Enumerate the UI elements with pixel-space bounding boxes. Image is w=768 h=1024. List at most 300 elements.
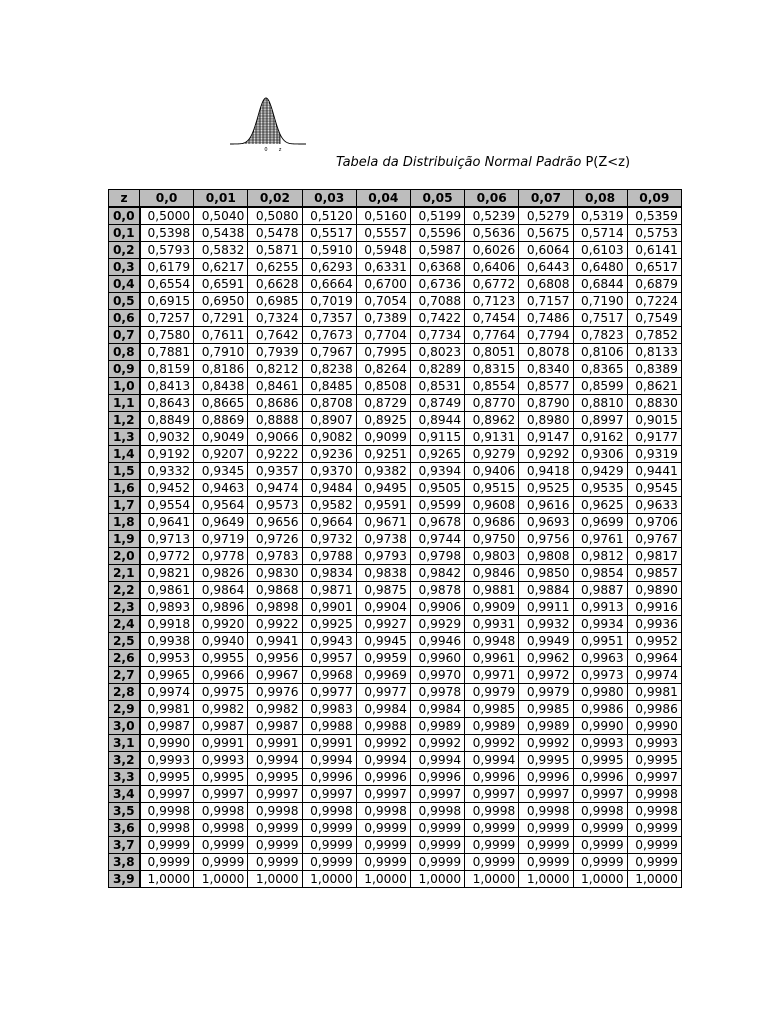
table-cell: 0,7422 [410,310,464,327]
table-cell: 0,9984 [356,701,410,718]
table-row [109,854,682,871]
table-cell: 0,9370 [302,463,356,480]
table-cell: 0,8665 [194,395,248,412]
table-cell: 0,9082 [302,429,356,446]
table-cell: 0,9946 [410,633,464,650]
table-cell: 0,7357 [302,310,356,327]
row-z-label: 1,0 [109,378,140,395]
tick-label-zero: 0 [264,147,268,153]
table-cell: 0,7257 [140,310,194,327]
row-z-label: 1,5 [109,463,140,480]
table-cell: 0,9788 [302,548,356,565]
row-z-label: 0,7 [109,327,140,344]
table-cell: 0,9998 [519,803,573,820]
table-cell: 0,9857 [627,565,681,582]
table-cell: 0,9997 [573,786,627,803]
table-cell: 0,5557 [356,225,410,242]
table-cell: 0,9798 [410,548,464,565]
table-cell: 0,8997 [573,412,627,429]
table-cell: 0,9999 [465,837,519,854]
table-row [109,684,682,701]
table-cell: 0,9332 [140,463,194,480]
header-col: 0,02 [248,190,302,208]
table-cell: 0,8962 [465,412,519,429]
table-cell: 0,5714 [573,225,627,242]
table-cell: 0,6844 [573,276,627,293]
table-cell: 0,9999 [248,820,302,837]
table-row [109,701,682,718]
table-cell: 0,9974 [140,684,194,701]
table-cell: 0,9997 [302,786,356,803]
table-cell: 0,6772 [465,276,519,293]
table-cell: 0,9972 [519,667,573,684]
table-row [109,446,682,463]
table-cell: 0,8413 [140,378,194,395]
table-cell: 0,6517 [627,259,681,276]
table-cell: 0,9949 [519,633,573,650]
table-cell: 0,7486 [519,310,573,327]
table-cell: 0,9732 [302,531,356,548]
table-cell: 0,9999 [627,820,681,837]
table-cell: 0,9934 [573,616,627,633]
table-cell: 0,9987 [194,718,248,735]
table-cell: 0,9761 [573,531,627,548]
table-cell: 0,9998 [140,803,194,820]
table-cell: 0,9803 [465,548,519,565]
table-cell: 0,6368 [410,259,464,276]
table-cell: 0,5160 [356,207,410,225]
header-col: 0,06 [465,190,519,208]
table-cell: 0,8944 [410,412,464,429]
table-cell: 0,9656 [248,514,302,531]
table-cell: 0,9726 [248,531,302,548]
table-cell: 0,9931 [465,616,519,633]
table-cell: 0,9979 [465,684,519,701]
table-cell: 0,9452 [140,480,194,497]
table-cell: 0,8365 [573,361,627,378]
table-cell: 0,9495 [356,480,410,497]
table-cell: 0,8849 [140,412,194,429]
row-z-label: 3,3 [109,769,140,786]
table-cell: 0,9916 [627,599,681,616]
table-cell: 0,7157 [519,293,573,310]
table-cell: 0,9984 [410,701,464,718]
table-cell: 0,9996 [356,769,410,786]
table-cell: 0,8643 [140,395,194,412]
table-cell: 1,0000 [302,871,356,888]
table-cell: 0,5793 [140,242,194,259]
table-row [109,310,682,327]
table-cell: 0,9838 [356,565,410,582]
row-z-label: 2,7 [109,667,140,684]
table-cell: 0,8051 [465,344,519,361]
table-cell: 0,9940 [194,633,248,650]
table-cell: 0,9999 [573,837,627,854]
table-cell: 0,9990 [573,718,627,735]
table-cell: 0,8790 [519,395,573,412]
table-body [109,207,682,888]
table-cell: 0,9911 [519,599,573,616]
table-cell: 0,6293 [302,259,356,276]
table-row [109,837,682,854]
row-z-label: 1,2 [109,412,140,429]
table-cell: 0,9981 [627,684,681,701]
table-cell: 0,8729 [356,395,410,412]
table-cell: 0,5948 [356,242,410,259]
table-cell: 0,9920 [194,616,248,633]
table-cell: 0,9987 [248,718,302,735]
table-cell: 0,9971 [465,667,519,684]
row-z-label: 2,9 [109,701,140,718]
table-cell: 0,9999 [465,820,519,837]
table-cell: 1,0000 [248,871,302,888]
table-cell: 0,9719 [194,531,248,548]
table-cell: 0,9783 [248,548,302,565]
table-cell: 0,9441 [627,463,681,480]
normal-curve-figure [228,92,308,154]
table-cell: 0,9901 [302,599,356,616]
table-cell: 0,5596 [410,225,464,242]
header-col: 0,09 [627,190,681,208]
table-cell: 0,8389 [627,361,681,378]
table-cell: 0,9066 [248,429,302,446]
table-row [109,497,682,514]
table-cell: 1,0000 [410,871,464,888]
table-cell: 0,9999 [356,820,410,837]
table-cell: 0,8531 [410,378,464,395]
table-cell: 0,9616 [519,497,573,514]
table-cell: 0,9998 [356,803,410,820]
table-cell: 0,9967 [248,667,302,684]
table-cell: 0,9992 [410,735,464,752]
table-cell: 0,9990 [140,735,194,752]
table-row [109,429,682,446]
table-row [109,344,682,361]
table-cell: 0,9854 [573,565,627,582]
table-cell: 0,9980 [573,684,627,701]
table-cell: 0,9535 [573,480,627,497]
table-cell: 0,9989 [519,718,573,735]
table-cell: 0,8888 [248,412,302,429]
row-z-label: 2,0 [109,548,140,565]
table-row [109,548,682,565]
table-cell: 1,0000 [194,871,248,888]
row-z-label: 2,8 [109,684,140,701]
table-cell: 0,9192 [140,446,194,463]
table-cell: 0,6480 [573,259,627,276]
table-cell: 0,6179 [140,259,194,276]
table-cell: 0,7939 [248,344,302,361]
table-cell: 0,9995 [140,769,194,786]
table-cell: 0,9994 [356,752,410,769]
header-z: z [109,190,140,208]
row-z-label: 3,1 [109,735,140,752]
table-cell: 0,9985 [465,701,519,718]
table-cell: 0,8238 [302,361,356,378]
table-cell: 0,7291 [194,310,248,327]
table-cell: 0,9965 [140,667,194,684]
table-cell: 0,9995 [248,769,302,786]
table-cell: 0,9994 [302,752,356,769]
table-cell: 0,6103 [573,242,627,259]
table-row [109,225,682,242]
table-cell: 0,7794 [519,327,573,344]
row-z-label: 2,3 [109,599,140,616]
table-cell: 0,7611 [194,327,248,344]
header-col: 0,07 [519,190,573,208]
table-cell: 0,9994 [248,752,302,769]
row-z-label: 3,7 [109,837,140,854]
header-col: 0,04 [356,190,410,208]
table-cell: 0,8078 [519,344,573,361]
table-row [109,293,682,310]
table-cell: 0,9992 [465,735,519,752]
table-row [109,327,682,344]
table-cell: 0,7642 [248,327,302,344]
table-cell: 0,9997 [140,786,194,803]
table-cell: 0,9671 [356,514,410,531]
table-cell: 0,9936 [627,616,681,633]
table-cell: 0,5438 [194,225,248,242]
header-col: 0,0 [140,190,194,208]
table-cell: 0,9987 [140,718,194,735]
table-cell: 0,9207 [194,446,248,463]
row-z-label: 0,3 [109,259,140,276]
table-cell: 0,9015 [627,412,681,429]
table-cell: 0,9997 [519,786,573,803]
table-cell: 0,8770 [465,395,519,412]
table-cell: 0,9959 [356,650,410,667]
table-cell: 0,5517 [302,225,356,242]
table-cell: 0,7549 [627,310,681,327]
table-cell: 0,9693 [519,514,573,531]
table-cell: 0,7088 [410,293,464,310]
table-cell: 0,9998 [627,803,681,820]
table-cell: 0,9996 [410,769,464,786]
table-cell: 0,9625 [573,497,627,514]
row-z-label: 2,6 [109,650,140,667]
table-cell: 0,9996 [302,769,356,786]
table-cell: 0,9830 [248,565,302,582]
row-z-label: 0,1 [109,225,140,242]
table-cell: 1,0000 [465,871,519,888]
table-row [109,786,682,803]
table-cell: 0,5987 [410,242,464,259]
table-cell: 0,8186 [194,361,248,378]
table-cell: 0,8907 [302,412,356,429]
table-cell: 1,0000 [140,871,194,888]
table-cell: 0,8708 [302,395,356,412]
table-cell: 0,9826 [194,565,248,582]
table-cell: 0,9961 [465,650,519,667]
table-cell: 0,5000 [140,207,194,225]
row-z-label: 0,2 [109,242,140,259]
row-z-label: 1,7 [109,497,140,514]
table-cell: 0,5398 [140,225,194,242]
table-cell: 0,9999 [194,854,248,871]
table-cell: 0,9699 [573,514,627,531]
table-cell: 0,7580 [140,327,194,344]
table-cell: 0,9812 [573,548,627,565]
table-cell: 0,9945 [356,633,410,650]
table-row [109,565,682,582]
header-col: 0,08 [573,190,627,208]
table-cell: 0,8830 [627,395,681,412]
table-cell: 0,9994 [410,752,464,769]
table-row [109,650,682,667]
table-cell: 0,9525 [519,480,573,497]
table-cell: 0,9898 [248,599,302,616]
table-cell: 0,9976 [248,684,302,701]
table-cell: 0,7123 [465,293,519,310]
table-cell: 0,9957 [302,650,356,667]
row-z-label: 3,4 [109,786,140,803]
table-cell: 0,9991 [248,735,302,752]
row-z-label: 2,5 [109,633,140,650]
table-cell: 0,7852 [627,327,681,344]
table-cell: 0,9357 [248,463,302,480]
table-cell: 0,9995 [194,769,248,786]
table-cell: 0,7224 [627,293,681,310]
table-cell: 0,9279 [465,446,519,463]
table-cell: 0,9394 [410,463,464,480]
table-cell: 0,8577 [519,378,573,395]
table-cell: 0,5910 [302,242,356,259]
table-cell: 0,9991 [302,735,356,752]
table-cell: 0,7019 [302,293,356,310]
table-cell: 0,5636 [465,225,519,242]
table-cell: 0,9975 [194,684,248,701]
table-cell: 0,9983 [302,701,356,718]
table-cell: 0,6406 [465,259,519,276]
tick-label-z: z [278,147,282,153]
table-cell: 0,9985 [519,701,573,718]
table-cell: 0,9993 [627,735,681,752]
table-cell: 0,8264 [356,361,410,378]
table-cell: 0,9986 [627,701,681,718]
table-cell: 0,6591 [194,276,248,293]
table-cell: 0,9678 [410,514,464,531]
table-cell: 0,8106 [573,344,627,361]
table-row [109,276,682,293]
table-cell: 0,9994 [465,752,519,769]
row-z-label: 1,8 [109,514,140,531]
table-cell: 0,9996 [519,769,573,786]
table-cell: 0,9998 [194,820,248,837]
table-cell: 0,6554 [140,276,194,293]
table-title [336,155,630,170]
row-z-label: 0,0 [109,207,140,225]
table-cell: 0,9913 [573,599,627,616]
table-cell: 0,8621 [627,378,681,395]
table-cell: 0,7673 [302,327,356,344]
table-cell: 0,9960 [410,650,464,667]
row-z-label: 0,9 [109,361,140,378]
table-row [109,463,682,480]
table-cell: 0,9772 [140,548,194,565]
table-cell: 0,7881 [140,344,194,361]
table-cell: 0,7704 [356,327,410,344]
table-cell: 0,9564 [194,497,248,514]
table-row [109,582,682,599]
table-cell: 0,8749 [410,395,464,412]
table-cell: 0,9382 [356,463,410,480]
table-cell: 0,9463 [194,480,248,497]
table-cell: 0,9591 [356,497,410,514]
table-cell: 0,9981 [140,701,194,718]
table-cell: 1,0000 [573,871,627,888]
table-cell: 0,9951 [573,633,627,650]
table-title-notation: P(Z<z) [585,155,631,170]
table-cell: 0,9998 [627,786,681,803]
table-cell: 0,9998 [248,803,302,820]
table-cell: 0,9999 [627,837,681,854]
table-cell: 0,5319 [573,207,627,225]
table-cell: 1,0000 [356,871,410,888]
table-cell: 0,9952 [627,633,681,650]
row-z-label: 3,5 [109,803,140,820]
table-cell: 0,9641 [140,514,194,531]
table-cell: 0,9953 [140,650,194,667]
table-cell: 0,6217 [194,259,248,276]
table-cell: 0,9767 [627,531,681,548]
row-z-label: 3,0 [109,718,140,735]
table-cell: 0,5753 [627,225,681,242]
table-cell: 0,9992 [519,735,573,752]
table-cell: 0,9932 [519,616,573,633]
table-cell: 0,9505 [410,480,464,497]
row-z-label: 0,6 [109,310,140,327]
table-cell: 0,9850 [519,565,573,582]
row-z-label: 2,1 [109,565,140,582]
table-cell: 0,8599 [573,378,627,395]
table-row [109,718,682,735]
table-cell: 0,9861 [140,582,194,599]
table-cell: 0,6736 [410,276,464,293]
table-cell: 0,9750 [465,531,519,548]
table-cell: 0,9977 [302,684,356,701]
table-cell: 0,9115 [410,429,464,446]
table-cell: 0,9649 [194,514,248,531]
table-cell: 0,9887 [573,582,627,599]
table-cell: 0,9999 [356,854,410,871]
table-cell: 0,9744 [410,531,464,548]
table-cell: 0,7190 [573,293,627,310]
table-cell: 0,9979 [519,684,573,701]
table-cell: 0,9986 [573,701,627,718]
table-cell: 0,9474 [248,480,302,497]
table-title-text: Tabela da Distribuição Normal Padrão [336,155,582,170]
table-cell: 0,9406 [465,463,519,480]
header-col: 0,01 [194,190,248,208]
table-cell: 0,6950 [194,293,248,310]
table-cell: 0,9573 [248,497,302,514]
table-cell: 0,9998 [465,803,519,820]
table-cell: 0,9997 [627,769,681,786]
table-cell: 0,9099 [356,429,410,446]
table-cell: 0,5832 [194,242,248,259]
table-cell: 0,9162 [573,429,627,446]
table-cell: 0,9846 [465,565,519,582]
table-cell: 0,5279 [519,207,573,225]
table-cell: 0,8980 [519,412,573,429]
table-cell: 0,8438 [194,378,248,395]
table-cell: 0,9999 [519,854,573,871]
table-cell: 0,9922 [248,616,302,633]
table-cell: 0,9970 [410,667,464,684]
table-cell: 0,9925 [302,616,356,633]
table-cell: 0,9991 [194,735,248,752]
